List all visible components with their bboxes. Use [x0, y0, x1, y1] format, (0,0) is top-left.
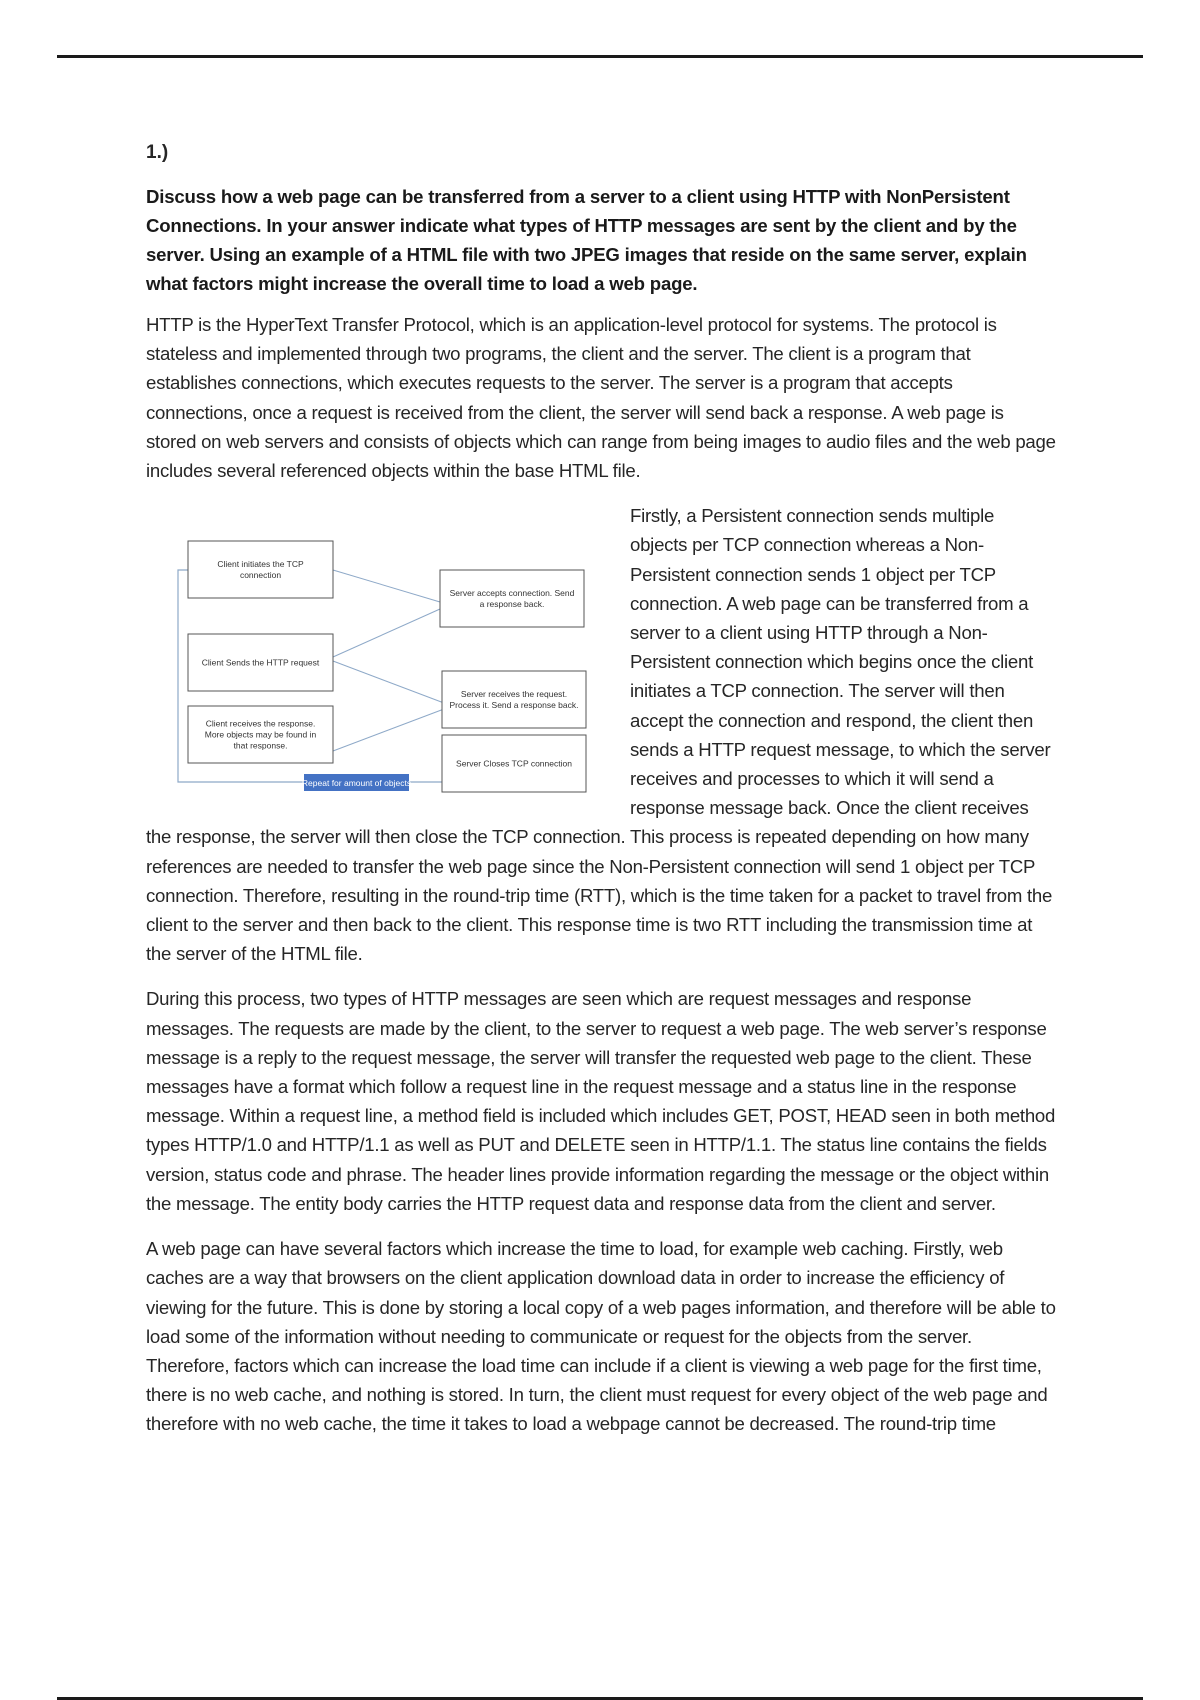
flow-arrow — [333, 709, 444, 751]
client-step-box-label: More objects may be found in — [204, 729, 317, 740]
diagram-section — [146, 501, 1056, 968]
paragraph-messages: During this process, two types of HTTP messages are seen which are request messages and response messages. The requests are made by the client, to the server to request a web page. The web server’s response message is a reply to the request message, the server will transfer the requested web page to the client. These messages have a format which follow a request line in the request message and a status line in the response message. Within a request line, a method field is included which includes GET, POST, HEAD seen in both method types HTTP/1.0 and HTTP/1.1 as well as PUT and DELETE seen in HTTP/1.1. The status line contains the fields version, status code and phrase. The header lines provide information regarding the message or the object within the message. The entity body carries the HTTP request data and response data from the client and server. — [146, 988, 1056, 1214]
repeat-label-text: Repeat for amount of objects — [301, 778, 412, 789]
server-step-box-label: Server Closes TCP connection — [456, 758, 572, 769]
server-step-box-label: a response back. — [479, 599, 545, 610]
question-number: 1.) — [146, 142, 169, 163]
paragraph-caching: A web page can have several factors which increase the time to load, for example web caching. Firstly, web caches are a way that browsers on the client application download data in order to increase the efficiency of viewing for the future. This is done by storing a local copy of a web pages information, and therefore will be able to load some of the information without needing to communicate or request for the objects from the server. Therefore, factors which can increase the load time can include if a client is viewing a web page for the first time, there is no web cache, and nothing is stored. In turn, the client must request for every object of the web page and therefore with no web cache, the time it takes to load a webpage cannot be decreased. The round-trip time — [146, 1238, 1056, 1435]
paragraph-persistent: Firstly, a Persistent connection sends multiple objects per TCP connection whereas a Non-Persistent connection sends 1 object per TCP connection. A web page can be transferred from a server to a client using HTTP through a Non-Persistent connection which begins once the client initiates a TCP connection. The server will then accept the connection and respond, the client then sends a HTTP request message, to which the server receives and processes to which it will send a response message back. Once the client receives the response, the server will then close the TCP connection. This process is repeated depending on how many references are needed to transfer the web page since the Non-Persistent connection will send 1 object per TCP connection. Therefore, resulting in the round-trip time (RTT), which is the time taken for a packet to travel from the client to the server and then back to the client. This response time is two RTT including the transmission time at the server of the HTML file. — [146, 505, 1053, 965]
header-rule — [57, 55, 1143, 58]
question-text: Discuss how a web page can be transferred from a server to a client using HTTP with NonPersistent Connections. In your answer indicate what types of HTTP messages are sent by the client and by the server. Using an example of a HTML file with two JPEG images that reside on the same server, explain what factors might increase the overall time to load a web page. — [146, 186, 1027, 294]
server-step-box-label: Process it. Send a response back. — [449, 700, 579, 711]
flow-arrow — [333, 570, 440, 602]
paragraph-intro: HTTP is the HyperText Transfer Protocol, which is an application-level protocol for systems. The protocol is stateless and implemented through two programs, the client and the server. The client is a program that establishes connections, which executes requests to the server. The server is a program that accepts connections, once a request is received from the client, the server will send back a response. A web page is stored on web servers and consists of objects which can range from being images to audio files and the web page includes several referenced objects within the base HTML file. — [146, 314, 1056, 482]
client-step-box-label: Client Sends the HTTP request — [201, 657, 320, 668]
client-step-box-label: that response. — [233, 740, 288, 751]
server-step-box-label: Server receives the request. — [460, 689, 568, 700]
client-step-box-label: Client receives the response. — [205, 718, 316, 729]
server-step-box-label: Server accepts connection. Send — [449, 588, 575, 599]
flow-arrow — [333, 661, 444, 703]
client-step-box-label: Client initiates the TCP — [217, 559, 304, 570]
client-step-box-label: connection — [239, 570, 282, 581]
document-body — [146, 142, 1056, 1455]
flow-arrow — [333, 609, 440, 657]
nonpersistent-flow-diagram — [146, 501, 604, 793]
diagram-canvas — [146, 501, 604, 793]
